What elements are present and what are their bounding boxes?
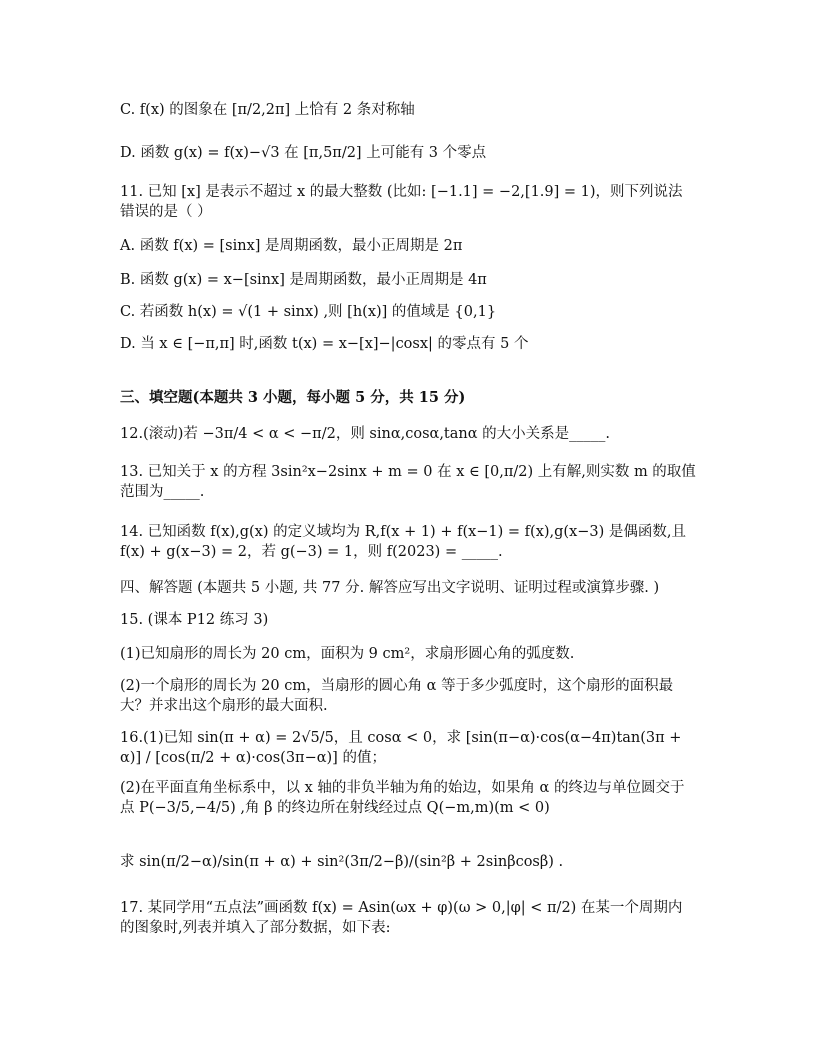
question-14: 14. 已知函数 f(x),g(x) 的定义域均为 R,f(x + 1) + f(x−1) = f(x),g(x−3) 是偶函数,且 f(x) + g(x−3) = 2，若 g(−3) = 1，则 f(2023) = _____. [120, 524, 687, 560]
question-17: 17. 某同学用“五点法”画函数 f(x) = Asin(ωx + φ)(ω > 0,|φ| < π/2) 在某一个周期内的图象时,列表并填入了部分数据，如下表: [120, 900, 683, 936]
question-16-expression: 求 sin(π/2−α)/sin(π + α) + sin²(3π/2−β)/(sin²β + 2sinβcosβ) . [120, 854, 564, 870]
question-15-part-2: (2)一个扇形的周长为 20 cm，当扇形的圆心角 α 等于多少弧度时，这个扇形的面积最大？并求出这个扇形的最大面积. [120, 678, 674, 714]
option-d-q11: D. 当 x ∈ [−π,π] 时,函数 t(x) = x−[x]−|cosx| 的零点有 5 个 [120, 336, 529, 352]
question-12: 12.(滚动)若 −3π/4 < α < −π/2，则 sinα,cosα,tanα 的大小关系是_____. [120, 426, 611, 442]
question-16-part-1: 16.(1)已知 sin(π + α) = 2√5/5，且 cosα < 0，求 [sin(π−α)·cos(α−4π)tan(3π + α)] / [cos(π/2 + α)·cos(3π−α)] 的值； [120, 730, 682, 766]
question-16-part-2: (2)在平面直角坐标系中，以 x 轴的非负半轴为角的始边，如果角 α 的终边与单位圆交于点 P(−3/5,−4/5) ,角 β 的终边所在射线经过点 Q(−m,m)(m < 0) [120, 780, 685, 816]
option-c-q11: C. 若函数 h(x) = √(1 + sinx) ,则 [h(x)] 的值域是 {0,1} [120, 304, 497, 320]
option-d-q10: D. 函数 g(x) = f(x)−√3 在 [π,5π/2] 上可能有 3 个零点 [120, 145, 487, 161]
question-15-part-1: (1)已知扇形的周长为 20 cm，面积为 9 cm²，求扇形圆心角的弧度数. [120, 646, 575, 662]
section-3-heading: 三、填空题(本题共 3 小题，每小题 5 分，共 15 分) [120, 389, 466, 406]
option-c-q10: C. f(x) 的图象在 [π/2,2π] 上恰有 2 条对称轴 [120, 102, 415, 118]
question-13: 13. 已知关于 x 的方程 3sin²x−2sinx + m = 0 在 x ∈ [0,π/2) 上有解,则实数 m 的取值范围为_____. [120, 464, 696, 500]
question-11: 11. 已知 [x] 是表示不超过 x 的最大整数 (比如: [−1.1] = −2,[1.9] = 1)，则下列说法错误的是（ ） [120, 184, 683, 220]
option-a-q11: A. 函数 f(x) = [sinx] 是周期函数，最小正周期是 2π [120, 238, 463, 254]
option-b-q11: B. 函数 g(x) = x−[sinx] 是周期函数，最小正周期是 4π [120, 272, 487, 288]
section-4-heading: 四、解答题 (本题共 5 小题, 共 77 分. 解答应写出文字说明、证明过程或演算步骤. ) [120, 580, 660, 596]
question-15: 15. (课本 P12 练习 3) [120, 612, 269, 628]
